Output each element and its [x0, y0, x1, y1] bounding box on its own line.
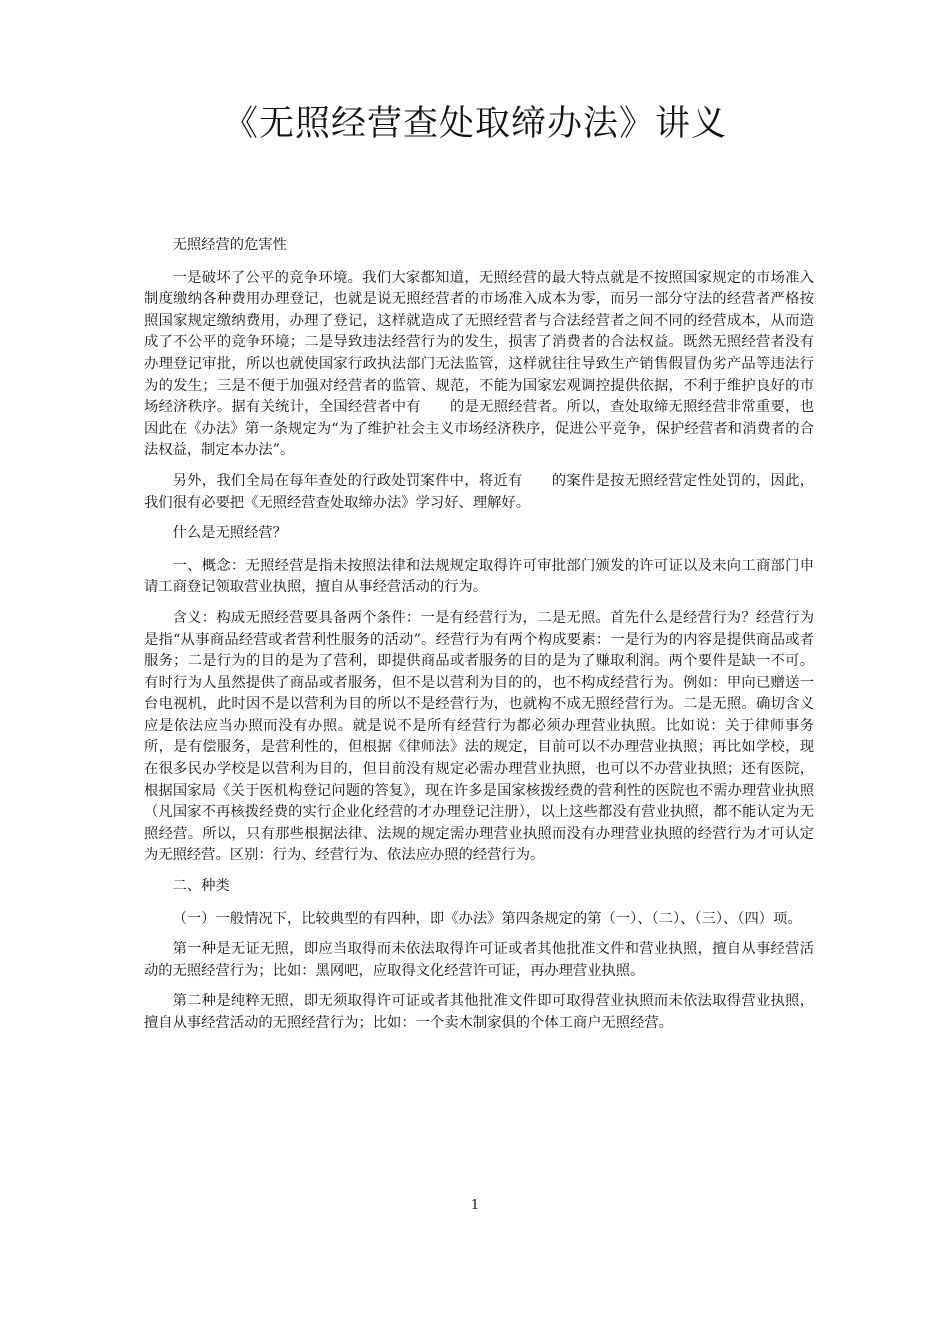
paragraph-penalty-cases: 另外，我们全局在每年查处的行政处罚案件中，将近有 的案件是按无照经营定性处罚的，因此，我们很有必要把《无照经营查处取缔办法》学习好、理解好。 [144, 472, 814, 511]
paragraph-type-one: 第一种是无证无照，即应当取得而未依法取得许可证或者其他批准文件和营业执照，擅自从事经营活动的无照经营行为；比如：黑网吧，应取得文化经营许可证，再办理营业执照。 [144, 941, 814, 979]
document-body [144, 235, 814, 1044]
paragraph-type-two: 第二种是纯粹无照，即无须取得许可证或者其他批准文件即可取得营业执照而未依法取得营业执照，擅自从事经营活动的无照经营行为；比如：一个卖木制家俱的个体工商户无照经营。 [144, 993, 814, 1031]
paragraph-meaning: 含义：构成无照经营要具备两个条件：一是有经营行为，二是无照。首先什么是经营行为？经营行为是指“从事商品经营或者营利性服务的活动”。经营行为有两个构成要素：一是行为的内容是提供商品或者服务；二是行为的目的是为了营利，即提供商品或者服务的目的是为了赚取利润。两个要件是缺一不可。有时行为人虽然提供了商品或者服务，但不是以营利为目的的，也不构成经营行为。例如：甲向已赠送一台电视机，此时因不是以营利为目的所以不是经营行为，也就构不成无照经营行为。二是无照。确切含义应是依法应当办照而没有办照。就是说不是所有经营行为都必须办理营业执照。比如说：关于律师事务所，是有偿服务，是营利性的，但根据《律师法》法的规定，目前可以不办理营业执照；再比如学校，现在很多民办学校是以营利为目的，但目前没有规定必需办理营业执照，也可以不办营业执照；还有医院，根据国家局《关于医机构登记问题的答复》，现在许多是国家核拨经费的营利性的医院也不需办理营业执照（凡国家不再核拨经费的实行企业化经营的才办理登记注册），以上这些都没有营业执照，都不能认定为无照经营。所以，只有那些根据法律、法规的规定需办理营业执照而没有办理营业执照的经营行为才可认定为无照经营。区别：行为、经营行为、依法应办照的经营行为。 [144, 609, 814, 864]
document-title: 《无照经营查处取缔办法》讲义 [222, 104, 727, 144]
section-heading-types: 二、种类 [172, 878, 230, 895]
paragraph-types-general: （一）一般情况下，比较典型的有四种，即《办法》第四条规定的第（一）、（二）、（三）、（四）项。 [172, 910, 802, 927]
section-heading-harm: 无照经营的危害性 [172, 237, 287, 253]
section-heading-definition: 什么是无照经营？ [172, 525, 287, 542]
page-number: 1 [470, 1198, 480, 1213]
paragraph-harm-details: 一是破坏了公平的竞争环境。我们大家都知道，无照经营的最大特点就是不按照国家规定的市场准入制度缴纳各种费用办理登记，也就是说无照经营者的市场准入成本为零，而另一部分守法的经营者严格按照国家规定缴纳费用，办理了登记，这样就造成了无照经营者与合法经营者之间不同的经营成本，从而造成了不公平的竞争环境；二是导致违法经营行为的发生，损害了消费者的合法权益。既然无照经营者没有办理登记审批，所以也就使国家行政执法部门无法监管，这样就往往导致生产销售假冒伪劣产品等违法行为的发生；三是不便于加强对经营者的监管、规范，不能为国家宏观调控提供依据，不利于维护良好的市场经济秩序。据有关统计，全国经营者中有 的是无照经营者。所以，查处取缔无照经营非常重要，也因此在《办法》第一条规定为“为了维护社会主义市场经济秩序，促进公平竞争，保护经营者和消费者的合法权益，制定本办法”。 [144, 269, 814, 459]
paragraph-concept: 一、概念：无照经营是指未按照法律和法规规定取得许可审批部门颁发的许可证以及未向工商部门申请工商登记领取营业执照，擅自从事经营活动的行为。 [144, 557, 814, 596]
